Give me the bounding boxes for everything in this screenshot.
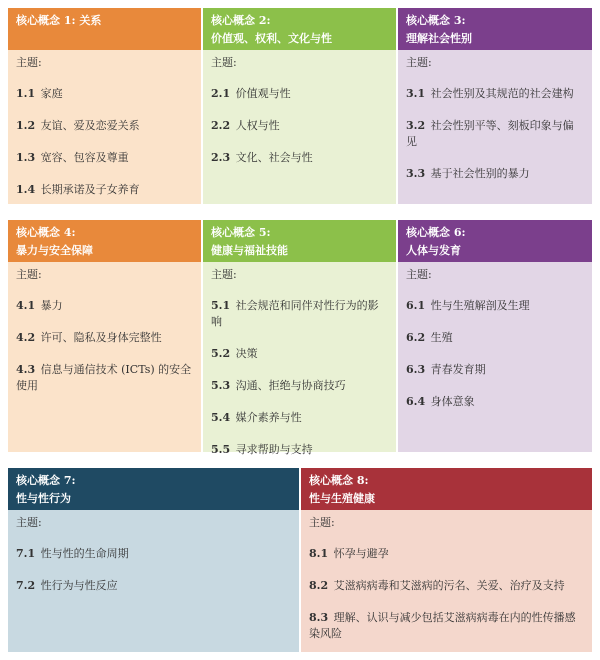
topic-item xyxy=(309,546,584,562)
concept-body xyxy=(398,262,592,452)
topic-number: 5.4 xyxy=(211,411,231,424)
topic-number: 2.2 xyxy=(211,119,231,132)
topic-text: 理解、认识与减少包括艾滋病病毒在内的性传播感染风险 xyxy=(309,611,576,640)
topic-item xyxy=(211,346,388,362)
topic-number: 8.3 xyxy=(309,611,329,624)
topic-item xyxy=(16,118,193,134)
topic-number: 6.4 xyxy=(406,395,426,408)
concept-card-5 xyxy=(203,220,396,456)
topic-text: 价值观与性 xyxy=(235,87,291,100)
topic-number: 6.2 xyxy=(406,331,426,344)
topic-text: 媒介素养与性 xyxy=(235,411,302,424)
concept-header xyxy=(398,220,592,262)
concept-header xyxy=(8,468,299,510)
concept-body xyxy=(301,510,592,652)
topic-item xyxy=(16,546,291,562)
topic-item xyxy=(211,442,388,458)
topic-item xyxy=(211,150,388,166)
concept-card-2 xyxy=(203,8,396,204)
topic-text: 社会性别平等、刻板印象与偏见 xyxy=(406,119,574,148)
topics-label: 主题: xyxy=(211,56,237,69)
topic-number: 5.2 xyxy=(211,347,231,360)
concept-body xyxy=(8,510,299,652)
topic-number: 1.4 xyxy=(16,183,36,196)
topic-number: 5.1 xyxy=(211,299,231,312)
concept-body xyxy=(8,262,201,452)
topic-number: 8.1 xyxy=(309,547,329,560)
concept-body xyxy=(203,50,396,204)
topic-item xyxy=(211,410,388,426)
concept-subtitle: 暴力与安全保障 xyxy=(16,244,93,257)
topic-text: 人权与性 xyxy=(235,119,280,132)
topic-item xyxy=(309,610,584,642)
topic-item xyxy=(16,298,193,314)
concept-card-1 xyxy=(8,8,201,204)
topic-text: 文化、社会与性 xyxy=(235,151,313,164)
topic-item xyxy=(16,330,193,346)
topic-number: 2.1 xyxy=(211,87,231,100)
topic-number: 4.1 xyxy=(16,299,36,312)
topic-number: 1.1 xyxy=(16,87,36,100)
topic-item xyxy=(211,86,388,102)
concept-subtitle: 性与生殖健康 xyxy=(309,492,375,505)
topic-item xyxy=(211,378,388,394)
topic-number: 2.3 xyxy=(211,151,231,164)
topic-number: 8.2 xyxy=(309,579,329,592)
topic-item xyxy=(16,182,193,198)
topic-text: 社会性别及其规范的社会建构 xyxy=(430,87,574,100)
topics-label: 主题: xyxy=(16,56,42,69)
topic-item xyxy=(211,118,388,134)
topic-text: 长期承诺及子女养育 xyxy=(40,183,140,196)
concept-body xyxy=(203,262,396,456)
topic-text: 信息与通信技术 (ICTs) 的安全使用 xyxy=(16,363,192,392)
topic-item xyxy=(406,298,584,314)
topic-number: 4.2 xyxy=(16,331,36,344)
concept-title: 核心概念 6: xyxy=(406,226,466,239)
concept-header xyxy=(301,468,592,510)
concept-card-4 xyxy=(8,220,201,452)
topic-item xyxy=(406,166,584,182)
topic-text: 寻求帮助与支持 xyxy=(235,443,313,456)
concept-subtitle: 理解社会性别 xyxy=(406,32,472,45)
topic-text: 社会规范和同伴对性行为的影响 xyxy=(211,299,379,328)
topic-text: 决策 xyxy=(235,347,258,360)
concept-subtitle: 健康与福祉技能 xyxy=(211,244,288,257)
topic-number: 7.2 xyxy=(16,579,36,592)
topic-text: 性与生殖解剖及生理 xyxy=(430,299,530,312)
topic-number: 6.1 xyxy=(406,299,426,312)
topic-item xyxy=(211,298,388,330)
topic-item xyxy=(406,330,584,346)
topic-number: 5.3 xyxy=(211,379,231,392)
topic-item xyxy=(406,362,584,378)
concept-card-8 xyxy=(301,468,592,652)
topic-item xyxy=(16,362,193,394)
concept-title: 核心概念 3: xyxy=(406,14,466,27)
topic-text: 沟通、拒绝与协商技巧 xyxy=(235,379,346,392)
topic-text: 身体意象 xyxy=(430,395,475,408)
topic-text: 友谊、爱及恋爱关系 xyxy=(40,119,140,132)
concept-header xyxy=(8,220,201,262)
topic-number: 3.1 xyxy=(406,87,426,100)
topic-item xyxy=(406,394,584,410)
concept-body xyxy=(398,50,592,204)
topics-label: 主题: xyxy=(16,268,42,281)
concept-title: 核心概念 1: 关系 xyxy=(16,14,102,27)
concept-title: 核心概念 8: xyxy=(309,474,369,487)
topic-item xyxy=(16,86,193,102)
topic-text: 基于社会性别的暴力 xyxy=(430,167,530,180)
topic-text: 性与性的生命周期 xyxy=(40,547,129,560)
topic-item xyxy=(309,578,584,594)
topic-item xyxy=(406,86,584,102)
concept-card-7 xyxy=(8,468,299,652)
concept-title: 核心概念 4: xyxy=(16,226,76,239)
topic-text: 宽容、包容及尊重 xyxy=(40,151,129,164)
concept-card-6 xyxy=(398,220,592,452)
concept-header xyxy=(398,8,592,50)
topic-number: 7.1 xyxy=(16,547,36,560)
topic-number: 1.3 xyxy=(16,151,36,164)
topic-text: 许可、隐私及身体完整性 xyxy=(40,331,162,344)
topics-label: 主题: xyxy=(406,56,432,69)
concept-title: 核心概念 2: xyxy=(211,14,271,27)
topic-text: 怀孕与避孕 xyxy=(333,547,389,560)
topic-number: 1.2 xyxy=(16,119,36,132)
topic-number: 5.5 xyxy=(211,443,231,456)
concept-subtitle: 价值观、权利、文化与性 xyxy=(211,32,332,45)
concept-subtitle: 性与性行为 xyxy=(16,492,71,505)
topic-text: 艾滋病病毒和艾滋病的污名、关爱、治疗及支持 xyxy=(333,579,565,592)
concept-header xyxy=(203,8,396,50)
concept-body xyxy=(8,50,201,204)
concept-subtitle: 人体与发育 xyxy=(406,244,461,257)
topic-number: 6.3 xyxy=(406,363,426,376)
topic-text: 生殖 xyxy=(430,331,453,344)
topics-label: 主题: xyxy=(211,268,237,281)
topic-text: 暴力 xyxy=(40,299,63,312)
topic-text: 性行为与性反应 xyxy=(40,579,118,592)
concept-title: 核心概念 7: xyxy=(16,474,76,487)
topics-label: 主题: xyxy=(309,516,335,529)
topic-number: 3.2 xyxy=(406,119,426,132)
topic-item xyxy=(406,118,584,150)
topic-number: 3.3 xyxy=(406,167,426,180)
concept-header xyxy=(8,8,201,50)
topics-label: 主题: xyxy=(406,268,432,281)
topic-item xyxy=(16,578,291,594)
topics-label: 主题: xyxy=(16,516,42,529)
concept-title: 核心概念 5: xyxy=(211,226,271,239)
concept-header xyxy=(203,220,396,262)
topic-text: 家庭 xyxy=(40,87,63,100)
concept-card-3 xyxy=(398,8,592,204)
topic-text: 青春发育期 xyxy=(430,363,486,376)
topic-number: 4.3 xyxy=(16,363,36,376)
topic-item xyxy=(16,150,193,166)
